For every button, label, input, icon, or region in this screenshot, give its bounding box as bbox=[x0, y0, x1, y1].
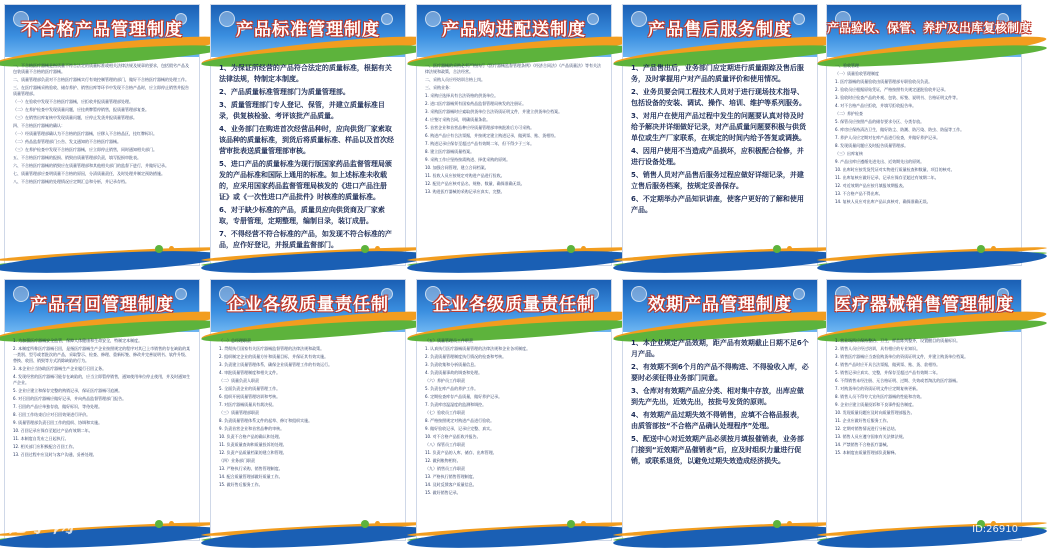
regulation-line: 7. 召回的产品应单独存放，做好标识，等待处理。 bbox=[13, 404, 103, 409]
poster-board bbox=[416, 279, 612, 541]
regulation-line: 2、产品质量标准管理部门为质量管理部。 bbox=[219, 88, 350, 96]
regulation-line: 3. 采购医疗器械时应索取供货单位合法资质证明文件，并建立供货单位档案。 bbox=[425, 109, 563, 114]
regulation-line: 9. 做好验收记录，记录应完整、真实。 bbox=[425, 426, 495, 431]
regulation-line: （三）在销售出库复核中发现质量问题，应停止发货并报质量管理部。 bbox=[13, 115, 137, 120]
regulation-line: 6. 对召回的医疗器械应做好记录，并向药品监督管理部门报告。 bbox=[13, 396, 127, 401]
regulation-line: 11. 负责产品的入库、储存、出库管理。 bbox=[425, 450, 497, 455]
regulation-line: 五、不合格医疗器械的报损、销毁由质量管理部负责，填写报损审批表。 bbox=[13, 155, 141, 160]
board-header bbox=[211, 280, 405, 332]
regulation-line: 5. 负责在库产品的养护工作。 bbox=[425, 386, 479, 391]
regulation-line: 二、质量管理部负责对不合格医疗器械实行有效控制管理的部门，做好不合格医疗器械的处理工作。 bbox=[13, 77, 189, 82]
regulation-line: 11. 验收人员应按规定对购进产品进行验收。 bbox=[425, 173, 505, 178]
board-title: 产品验收、保管、养护及出库复核制度 bbox=[827, 21, 1032, 35]
board-title: 产品召回管理制度 bbox=[30, 295, 174, 315]
regulation-line: 14. 及时反馈客户质量信息。 bbox=[425, 482, 477, 487]
regulation-line: 七、质量管理部应查明质量不合格的原因，分清质量责任，及时处理并制定预防措施。 bbox=[13, 171, 165, 176]
regulation-line: 2. 销售人员应经过培训，具有相应的专业知识。 bbox=[835, 346, 921, 351]
regulation-line: 11. 企业应做好售后服务工作。 bbox=[835, 418, 891, 423]
regulation-line: 3、对用户在使用产品过程中发生的问题要认真对待及时给予解决并详细做好记录，对产品质量问题要积极与供货单位或生产厂家联系，在规定的时间内给予答复或调换。 bbox=[631, 112, 806, 142]
regulation-line: 2. 验收员应根据原始凭证，严格按照有关规定逐批验收并记录。 bbox=[835, 87, 949, 92]
regulation-line: 1、本企业规定产品效期，距产品有效期截止日期不足6个月产品。 bbox=[631, 339, 809, 358]
regulation-line: 六、不合格医疗器械的销毁应在质量管理部和其他相关部门的监督下进行，并做好记录。 bbox=[13, 163, 169, 168]
regulation-line: 7. 负责库房温湿度的监测和调控。 bbox=[425, 402, 487, 407]
board-body bbox=[13, 338, 191, 514]
regulation-line: 5. 全面负责企业的质量管理工作。 bbox=[219, 386, 281, 391]
regulation-line: 2. 进口医疗器械须有国家药品监督管理局核发的注册证。 bbox=[425, 101, 527, 106]
regulation-line: 2、业务员要会同工程技术人员对于进行现场技术指导、包括设备的安装、调试、操作、培训、维护等系列服务。 bbox=[631, 88, 806, 107]
regulation-line: 10. 出库时应按发货凭证对实物进行质量检查和数量、项目的核对。 bbox=[835, 167, 955, 172]
poster-board bbox=[416, 4, 612, 266]
regulation-line: 5、进口产品的质量标准为现行版国家药品监督管理局颁发的产品标准和国际上通用的标准。如上述标准未收载的，应采用国家药品监督管理局核发的《进口产品注册证》或《一次性进口产品批件》时核准的质量标准。 bbox=[219, 160, 392, 201]
regulation-line: 14. 配合质量管理部做好质量工作。 bbox=[219, 474, 283, 479]
regulation-line: （一）总经理职责 bbox=[219, 338, 251, 343]
regulation-line: 3. 负责建立质量管理体系，确保企业质量管理工作的有效运行。 bbox=[219, 362, 333, 367]
regulation-line: 9. 企业应建立质量投诉和不良事件报告制度。 bbox=[835, 402, 917, 407]
board-header bbox=[5, 5, 199, 57]
regulation-line: 6. 定期检查库存产品质量，做好养护记录。 bbox=[425, 394, 503, 399]
regulation-line: 8. 负责质量管理体系文件的起草、修订和组织实施。 bbox=[219, 418, 313, 423]
regulation-line: 一、验收管理 bbox=[835, 63, 859, 68]
regulation-line: 3. 负责收集和分析质量信息。 bbox=[425, 362, 479, 367]
regulation-line: （二）在养护检查中发现质量问题，应挂黄牌暂停销售，报质量管理部复查。 bbox=[13, 107, 149, 112]
regulation-line: 5. 首营企业和首营品种应经质量管理部审核批准后方可采购。 bbox=[425, 125, 535, 130]
regulation-line: 5、销售人员对产品售后服务过程应做好详细记录，并建立售后服务档案，按规定妥善保存。 bbox=[631, 171, 804, 190]
board-body bbox=[219, 63, 397, 249]
regulation-line: 2、有效期不到6个月的产品不得购进、不得验收入库，必要时必须征得业务部门同意。 bbox=[631, 363, 809, 382]
regulation-line: 4、有效期产品过期失效不得销售，应填不合格品报表，由质管部按“不合格产品确认处理程序”处理。 bbox=[631, 411, 804, 430]
board-footer-decoration bbox=[623, 516, 817, 540]
regulation-line: 9. 负责首营企业和首营品种的审核。 bbox=[219, 426, 285, 431]
board-title: 产品标准管理制度 bbox=[236, 20, 380, 40]
regulation-line: 7、不得经营不符合标准的产品，如发现不符合标准的产品，应作好登记，并报质量监督部门。 bbox=[219, 230, 392, 249]
regulation-line: （一）经质量管理部确认为不合格的医疗器械，应移入不合格品区，挂红牌标识。 bbox=[13, 131, 157, 136]
regulation-line: 8. 销售人员不得夸大宣传医疗器械的性能和功效。 bbox=[835, 394, 925, 399]
regulation-line: 三、在医疗器械采购验收、储存养护、销售出库等环节中发现不合格产品时，应立即停止销售并报告质量管理部。 bbox=[13, 85, 189, 96]
watermark-logo: 昵享网 bbox=[4, 513, 77, 538]
board-header bbox=[211, 5, 405, 57]
regulation-line: 12. 定期对销售情况进行分析总结。 bbox=[835, 426, 899, 431]
regulation-line: 1. 医疗器械的质量验收由质量管理部专职验收员负责。 bbox=[835, 79, 933, 84]
regulation-line: 13. 不合格产品不得出库。 bbox=[835, 191, 883, 196]
regulation-line: 一、医疗器械的采购必须严格执行《医疗器械监督管理条例》《经济合同法》《产品质量法》等有关法律法规和政策，合法经营。 bbox=[425, 63, 601, 74]
regulation-line: （二）养护检查 bbox=[835, 111, 863, 116]
board-header bbox=[623, 280, 817, 332]
regulation-line: （七）验收员工作职责 bbox=[425, 410, 465, 415]
poster-board bbox=[622, 279, 818, 541]
regulation-line: 2. 本制度所称医疗器械召回，是指医疗器械生产企业按照规定的程序对其已上市销售的存在缺陷的某一类别、型号或者批次的产品，采取警示、检查、修理、重新标签、修改并完善说明书、软件升级、替换、收回、销毁等方式消除缺陷的行为。 bbox=[13, 346, 191, 363]
regulation-line: 12. 相关部门应积极配合召回工作。 bbox=[13, 444, 77, 449]
regulation-line: 13. 严格执行采购、销售管理制度。 bbox=[219, 466, 283, 471]
board-header bbox=[5, 280, 199, 332]
board-footer-decoration bbox=[211, 516, 405, 540]
regulation-line: 7. 对医疗器械质量具有裁决权。 bbox=[219, 402, 277, 407]
regulation-line: 3. 销售医疗器械应当查验购货单位的资质证明文件，并建立购货单位档案。 bbox=[835, 354, 969, 359]
regulation-line: 10. 对不合格产品拒收并报告。 bbox=[425, 434, 481, 439]
board-body bbox=[219, 338, 397, 514]
poster-board bbox=[4, 279, 200, 541]
regulation-line: 11. 出库复核应做好记录，记录应保存至超过有效期二年。 bbox=[835, 175, 939, 180]
board-footer-decoration bbox=[623, 241, 817, 265]
regulation-line: 1. 采购应选择具有合法资格的供货单位。 bbox=[425, 93, 499, 98]
board-body bbox=[425, 338, 603, 514]
board-title: 医疗器械销售管理制度 bbox=[834, 295, 1014, 315]
regulation-line: 二、采购人员应经培训合格上岗。 bbox=[425, 77, 485, 82]
regulation-line: 四、不合格医疗器械的确认： bbox=[13, 123, 65, 128]
regulation-line: 13. 购进医疗器械的采购记录应真实、完整。 bbox=[425, 189, 505, 194]
board-header bbox=[827, 5, 1032, 57]
regulation-line: 4. 应签订采购合同，明确质量条款。 bbox=[425, 117, 491, 122]
regulation-line: 9. 采购工作应坚持按需购进、择优采购的原则。 bbox=[425, 157, 511, 162]
regulation-line: 1. 认真执行医疗器械质量管理的法律法规和企业各项制度。 bbox=[425, 346, 531, 351]
board-header bbox=[417, 280, 611, 332]
regulation-line: 4. 负责质量事故的调查和处理。 bbox=[425, 370, 483, 375]
board-title: 产品购进配送制度 bbox=[442, 20, 586, 40]
board-body bbox=[425, 63, 603, 239]
board-footer-decoration bbox=[417, 516, 611, 540]
regulation-line: 10. 负责不合格产品的确认和处理。 bbox=[219, 434, 283, 439]
regulation-line: （八）保管员工作职责 bbox=[425, 442, 465, 447]
board-footer-decoration bbox=[417, 241, 611, 265]
board-body bbox=[631, 63, 809, 239]
regulation-line: 13. 销售人员应遵守国家有关法律法规。 bbox=[835, 434, 907, 439]
regulation-line: 8. 严格按照规定对购进产品进行验收。 bbox=[425, 418, 495, 423]
regulation-line: 5、配送中心对近效期产品必须按月填报催销表，业务部门接到“近效期产品催销表”后，应及时组织力量进行促销，或联系退货，以避免过期失效造成经济损失。 bbox=[631, 435, 804, 465]
regulation-line: 1. 贯彻执行国家有关医疗器械监督管理的法律法规和政策。 bbox=[219, 346, 325, 351]
regulation-line: 1. 为加强医疗器械安全监管，保障人体健康和生命安全，特制定本制度。 bbox=[13, 338, 143, 343]
poster-board bbox=[210, 4, 406, 266]
regulation-line: （二）质量负责人职责 bbox=[219, 378, 259, 383]
regulation-line: 3、质量管理部门专人登记、保管，并建立质量标准目录，供复核检验、考评该批产品质量。 bbox=[219, 101, 385, 120]
regulation-line: 6. 不得销售未经注册、无合格证明、过期、失效或者淘汰的医疗器械。 bbox=[835, 378, 961, 383]
regulation-line: 1. 营业场所应保持整洁、卫生，样品陈列整齐，设置醒目的质量标识。 bbox=[835, 338, 961, 343]
regulation-line: 7. 养护人员应定期对在库产品进行检查，并做好养护记录。 bbox=[835, 135, 941, 140]
poster-board bbox=[826, 279, 1022, 541]
regulation-line: （三）在养护检查中发现不合格医疗器械，应立即停止销售，同时通知相关部门。 bbox=[13, 147, 157, 152]
regulation-line: 12. 做到账物相符。 bbox=[425, 458, 461, 463]
board-title: 不合格产品管理制度 bbox=[21, 20, 183, 40]
regulation-line: 一、不合格医疗器械是指质量不符合法定的质量标准或相关法律法规及规章的要求，包括假劣产品及包装质量不合格的医疗器械。 bbox=[13, 63, 189, 74]
regulation-line: 12. 配送产品应核对品名、规格、数量，确保准确无误。 bbox=[425, 181, 525, 186]
regulation-line: 13. 严格执行销售管理制度。 bbox=[425, 474, 477, 479]
regulation-line: 2. 组织制定企业的质量方针和质量目标，并保证其有效实施。 bbox=[219, 354, 329, 359]
regulation-line: 13. 召回过程中应及时与客户沟通，妥善处理。 bbox=[13, 452, 97, 457]
regulation-line: 4. 销售产品时应开具合法票据，做到票、账、货、款相符。 bbox=[835, 362, 941, 367]
poster-board bbox=[622, 4, 818, 266]
regulation-line: 4. 审批质量管理制度和相关文件。 bbox=[219, 370, 281, 375]
regulation-line: 6. 购进产品应有合法票据，并按规定建立购进记录，做到票、账、货相符。 bbox=[425, 133, 559, 138]
board-header bbox=[417, 5, 611, 57]
board-title: 产品售后服务制度 bbox=[648, 20, 792, 40]
board-footer-decoration bbox=[5, 241, 199, 265]
regulation-line: （一）质量验收管理制度 bbox=[835, 71, 879, 76]
regulation-line: 3. 本企业应当协助医疗器械生产企业履行召回义务。 bbox=[13, 366, 107, 371]
regulation-line: （六）养护员工作职责 bbox=[425, 378, 465, 383]
regulation-line: 1、为保证所经营的产品符合法定的质量标准，根据有关法律法规，特制定本制度。 bbox=[219, 64, 392, 83]
regulation-line: 6、对于缺少标准的产品，质量员应向供货商及厂家索取，专册管理，定期整理，编制目录，装订成册。 bbox=[219, 206, 385, 225]
board-footer-decoration bbox=[211, 241, 405, 265]
regulation-line: 1、产品售出后，业务部门应定期进行质量跟踪及售后服务，及时掌握用户对产品的质量评价和使用情况。 bbox=[631, 64, 804, 83]
regulation-line: （二）药品监督管理部门公告、发文通知的不合格医疗器械。 bbox=[13, 139, 121, 144]
regulation-line: （九）销售员工作职责 bbox=[425, 466, 465, 471]
regulation-line: （四）业务部门职责 bbox=[219, 458, 255, 463]
poster-board bbox=[4, 4, 200, 266]
board-body bbox=[835, 338, 1013, 514]
regulation-line: 10. 发现质量问题应及时向质量管理部报告。 bbox=[835, 410, 915, 415]
regulation-line: 12. 负责产品质量档案的建立和管理。 bbox=[219, 450, 287, 455]
regulation-line: （五）质量管理员工作职责 bbox=[425, 338, 473, 343]
regulation-line: 4. 对不合格产品应拒收，并填写拒收报告单。 bbox=[835, 103, 917, 108]
regulation-line: 5. 销售记录应真实、完整，并保存至超过产品有效期二年。 bbox=[835, 370, 941, 375]
regulation-line: 12. 对近效期产品应按月填报效期报表。 bbox=[835, 183, 907, 188]
watermark-id: ID:26910 bbox=[972, 524, 1018, 535]
regulation-line: 14. 复核人员应对出库产品认真核对，确保准确无误。 bbox=[835, 199, 931, 204]
board-header bbox=[623, 5, 817, 57]
regulation-line: 6. 组织开展质量管理培训和考核。 bbox=[219, 394, 281, 399]
regulation-line: 三、采购业务： bbox=[425, 85, 453, 90]
board-title: 企业各级质量责任制 bbox=[227, 295, 389, 315]
regulation-line: 5. 保管员应按照产品的储存要求分区、分类存放。 bbox=[835, 119, 925, 124]
regulation-line: 八、不合格医疗器械的处理情况应定期汇总和分析，并记录存档。 bbox=[13, 179, 129, 184]
regulation-line: 4. 发现经营的医疗器械可能存在缺陷的，应当立即暂停销售，通知使用单位停止使用，并及时通知生产企业。 bbox=[13, 374, 191, 385]
poster-board bbox=[826, 4, 1032, 266]
regulation-line: 6. 库房应保持清洁卫生，做好防尘、防潮、防污染、防虫、防鼠等工作。 bbox=[835, 127, 965, 132]
board-title: 效期产品管理制度 bbox=[648, 295, 792, 315]
regulation-line: 2. 负责质量管理制度执行情况的检查和考核。 bbox=[425, 354, 507, 359]
regulation-line: 11. 本制度自发布之日起执行。 bbox=[13, 436, 69, 441]
board-header bbox=[827, 280, 1021, 332]
regulation-line: 7. 对购货单位的资质证明文件应定期复核更新。 bbox=[835, 386, 921, 391]
regulation-line: 15. 做好售后服务工作。 bbox=[219, 482, 263, 487]
regulation-line: 3、仓库对有效期产品应分类、相对集中存放，出库应做到先产先出，近效先出，按批号发货的原则。 bbox=[631, 387, 804, 406]
board-title: 企业各级质量责任制 bbox=[433, 295, 595, 315]
regulation-line: 4、因用户使用不当造成产品损坏，应积极配合检修，并进行设备处理。 bbox=[631, 147, 804, 166]
regulation-line: 8. 召回工作结束后应对召回效果进行评价。 bbox=[13, 412, 91, 417]
regulation-line: （一）在验收中发现不合格医疗器械，应拒收并报质量管理部处理。 bbox=[13, 99, 133, 104]
regulation-line: 14. 严禁销售不合格医疗器械。 bbox=[835, 442, 891, 447]
poster-board bbox=[210, 279, 406, 541]
regulation-line: 5. 企业应建立和保存完整的购销记录，保证医疗器械可追溯。 bbox=[13, 388, 123, 393]
regulation-line: 9. 产品出库应遵循先进先出、近效期先出的原则。 bbox=[835, 159, 925, 164]
regulation-line: 6、不定期举办产品知识讲座，使客户更好的了解和使用产品。 bbox=[631, 195, 804, 214]
regulation-line: 9. 质量管理部负责召回工作的组织、协调和实施。 bbox=[13, 420, 103, 425]
regulation-line: （三）出库复核 bbox=[835, 151, 863, 156]
regulation-line: 7. 购进记录应保存至超过产品有效期二年，但不得少于三年。 bbox=[425, 141, 535, 146]
regulation-line: 10. 召回记录应保存至超过产品有效期二年。 bbox=[13, 428, 93, 433]
regulation-line: （三）质量管理部职责 bbox=[219, 410, 259, 415]
board-body bbox=[13, 63, 191, 239]
regulation-line: 15. 本制度由质量管理部负责解释。 bbox=[835, 450, 899, 455]
board-body bbox=[835, 63, 1013, 239]
regulation-line: 8. 发现质量问题应及时报告质量管理部。 bbox=[835, 143, 909, 148]
board-footer-decoration bbox=[827, 241, 1021, 265]
regulation-line: 8. 建立医疗器械质量档案。 bbox=[425, 149, 475, 154]
regulation-line: 4、业务部门在购进首次经营品种时，应向供货厂家索取该品种的质量标准，到货后将质量标准、样品以及首次经营审批表送质量管理部审核。 bbox=[219, 125, 394, 155]
regulation-line: 11. 负责质量查询和质量投诉的处理。 bbox=[219, 442, 287, 447]
regulation-line: 3. 验收时应检查产品的外观、包装、标签、说明书、合格证明文件等。 bbox=[835, 95, 961, 100]
regulation-line: 15. 做好销售记录。 bbox=[425, 490, 461, 495]
regulation-line: 10. 加强合同管理，建立合同档案。 bbox=[425, 165, 489, 170]
board-body bbox=[631, 338, 809, 514]
